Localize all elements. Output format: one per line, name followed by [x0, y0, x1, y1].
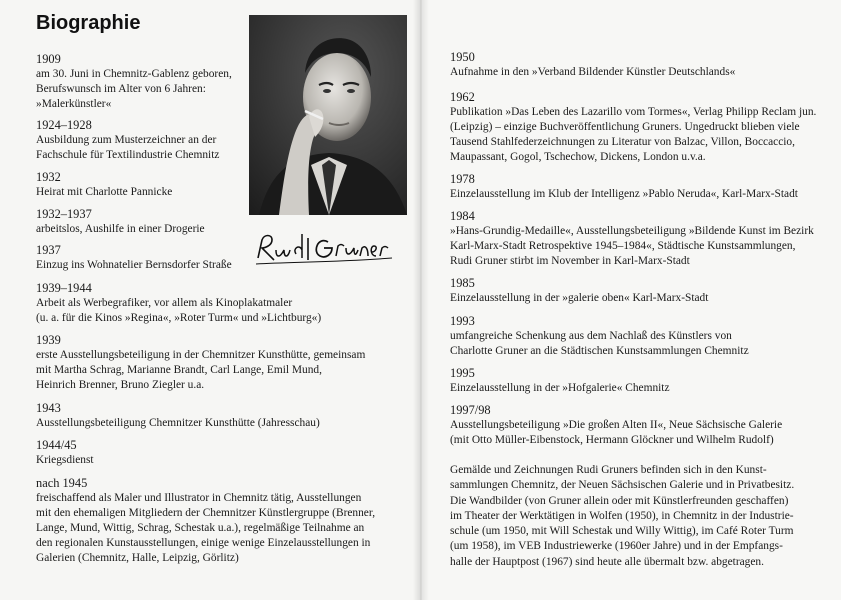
bio-entry [450, 366, 670, 396]
bio-entry [450, 90, 816, 165]
entry-year: 1932 [36, 170, 61, 184]
bio-entry [36, 52, 232, 112]
entry-year: nach 1945 [36, 476, 88, 490]
entry-line: Aufnahme in den »Verband Bildender Künstler Deutschlands« [450, 66, 736, 78]
bio-entry [450, 403, 782, 448]
entry-year: 1985 [450, 276, 475, 290]
closing-line: (um 1958), im VEB Industriewerke (1960er Jahre) und in der Empfangs- [450, 540, 783, 553]
entry-year: 1950 [450, 50, 475, 64]
bio-entry [450, 50, 735, 80]
entry-line: Maupassant, Gogol, Tschechow, Dickens, London u.v.a. [450, 151, 706, 163]
closing-line: halle der Hauptpost (1967) sind heute alle übermalt bzw. abgetragen. [450, 555, 764, 568]
entry-line: Einzelausstellung im Klub der Intelligenz »Pablo Neruda«, Karl-Marx-Stadt [450, 188, 798, 200]
entry-line: Ausstellungsbeteiligung Chemnitzer Kunsthütte (Jahresschau) [36, 417, 320, 429]
bio-entry [450, 172, 798, 202]
portrait-image [249, 15, 407, 215]
entry-year: 1924–1928 [36, 118, 92, 132]
entry-year: 1962 [450, 90, 475, 104]
entry-line: Lange, Mund, Wittig, Schrag, Schestak u.a.), regelmäßige Teilnahme an [36, 522, 365, 534]
entry-year: 1939–1944 [36, 281, 92, 295]
bio-entry [450, 209, 814, 269]
entry-year: 1995 [450, 366, 475, 380]
bio-entry [36, 438, 94, 468]
entry-year: 1937 [36, 243, 61, 257]
entry-line: Arbeit als Werbegrafiker, vor allem als Kinoplakatmaler [36, 297, 293, 309]
entry-line: (mit Otto Müller-Eibenstock, Hermann Glöckner und Wilhelm Rudolf) [450, 434, 774, 446]
bio-entry [450, 276, 708, 306]
bio-entry [36, 243, 232, 273]
entry-line: Fachschule für Textilindustrie Chemnitz [36, 149, 220, 161]
entry-line: freischaffend als Maler und Illustrator in Chemnitz tätig, Ausstellungen [36, 492, 362, 504]
entry-line: den regionalen Kunstausstellungen, einige wenige Einzelausstellungen in [36, 537, 371, 549]
entry-line: Tausend Stahlfederzeichnungen zu Literatur von Balzac, Villon, Boccaccio, [450, 136, 795, 148]
entry-line: Einzug ins Wohnatelier Bernsdorfer Straße [36, 259, 232, 271]
bio-entry [36, 401, 320, 431]
page-title: Biographie [36, 12, 141, 34]
entry-line: Heinrich Brenner, Bruno Ziegler u.a. [36, 379, 205, 391]
entry-line: mit Martha Schrag, Marianne Brandt, Carl Lange, Emil Mund, [36, 364, 322, 376]
entry-line: umfangreiche Schenkung aus dem Nachlaß des Künstlers von [450, 330, 732, 342]
entry-line: »Malerkünstler« [36, 98, 112, 110]
closing-paragraph [450, 463, 815, 570]
entry-year: 1997/98 [450, 403, 491, 417]
entry-year: 1932–1937 [36, 207, 92, 221]
entry-line: Publikation »Das Leben des Lazarillo vom Tormes«, Verlag Philipp Reclam jun. [450, 106, 817, 118]
entry-line: Berufswunsch im Alter von 6 Jahren: [36, 83, 206, 95]
bio-entry [450, 314, 749, 359]
entry-line: Charlotte Gruner an die Städtischen Kunstsammlungen Chemnitz [450, 345, 749, 357]
entry-line: mit den ehemaligen Mitgliedern der Chemnitzer Künstlergruppe (Brenner, [36, 507, 376, 519]
entry-year: 1943 [36, 401, 61, 415]
artist-signature [252, 228, 402, 268]
entry-year: 1944/45 [36, 438, 77, 452]
entry-line: Ausbildung zum Musterzeichner an der [36, 134, 217, 146]
entry-line: Heirat mit Charlotte Pannicke [36, 186, 173, 198]
entry-line: Galerien (Chemnitz, Halle, Leipzig, Görlitz) [36, 552, 239, 564]
bio-entry [36, 333, 365, 393]
entry-line: »Hans-Grundig-Medaille«, Ausstellungsbeteiligung »Bildende Kunst im Bezirk [450, 225, 814, 237]
left-page [0, 0, 420, 600]
signature-image [252, 228, 402, 268]
bio-entry [36, 170, 172, 200]
entry-line: Ausstellungsbeteiligung »Die großen Alten II«, Neue Sächsische Galerie [450, 419, 783, 431]
entry-year: 1984 [450, 209, 475, 223]
entry-year: 1978 [450, 172, 475, 186]
entry-year: 1939 [36, 333, 61, 347]
closing-line: Gemälde und Zeichnungen Rudi Gruners befinden sich in den Kunst- [450, 464, 767, 476]
closing-line: im Theater der Werktätigen in Wolfen (1950), in Chemnitz in der Industrie- [450, 509, 794, 522]
bio-entry [36, 281, 321, 326]
entry-year: 1909 [36, 52, 61, 66]
entry-line: (u. a. für die Kinos »Regina«, »Roter Turm« und »Lichtburg«) [36, 312, 322, 324]
entry-line: (Leipzig) – einzige Buchveröffentlichung Gruners. Ungedruckt blieben viele [450, 121, 800, 133]
portrait-photo [249, 15, 407, 215]
entry-line: Karl-Marx-Stadt Retrospektive 1945–1984«, Städtische Kunstsammlungen, [450, 240, 796, 252]
bio-entry [36, 476, 375, 566]
entry-line: Rudi Gruner stirbt im November in Karl-Marx-Stadt [450, 255, 690, 267]
book-gutter [413, 0, 429, 600]
closing-line: sammlungen Chemnitz, der Neuen Sächsischen Galerie und in Privatbesitz. [450, 479, 795, 492]
entry-line: Einzelausstellung in der »Hofgalerie« Chemnitz [450, 382, 670, 394]
entry-year: 1993 [450, 314, 475, 328]
bio-entry [36, 207, 205, 237]
closing-line: Die Wandbilder (von Gruner allein oder mit Künstlerfreunden geschaffen) [450, 494, 789, 507]
entry-line: Kriegsdienst [36, 454, 94, 466]
entry-line: erste Ausstellungsbeteiligung in der Chemnitzer Kunsthütte, gemeinsam [36, 349, 366, 361]
entry-line: am 30. Juni in Chemnitz-Gablenz geboren, [36, 68, 232, 80]
bio-entry [36, 118, 219, 163]
closing-line: schule (um 1950, mit Will Schestak und Willy Wittig), im Café Roter Turm [450, 525, 794, 538]
entry-line: Einzelausstellung in der »galerie oben« Karl-Marx-Stadt [450, 292, 709, 304]
entry-line: arbeitslos, Aushilfe in einer Drogerie [36, 223, 205, 235]
